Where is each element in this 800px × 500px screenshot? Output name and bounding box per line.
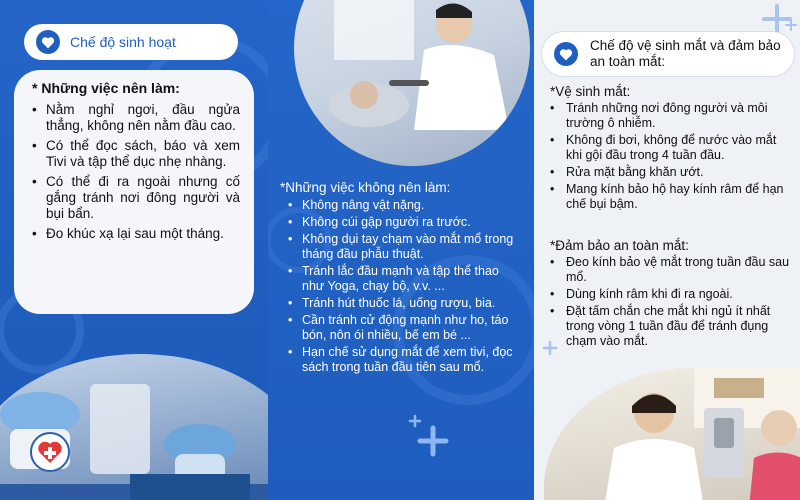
list-item: • Hạn chế sử dụng mắt để xem tivi, đọc sách trong tuần đầu tiên sau mổ. bbox=[288, 345, 524, 375]
list-item: • Có thể đọc sách, báo và xem Tivi và tập thể dục nhẹ nhàng. bbox=[32, 138, 240, 170]
list-item: • Tránh những nơi đông người và môi trường ô nhiễm. bbox=[550, 101, 794, 131]
list-item: • Dùng kính râm khi đi ra ngoài. bbox=[550, 287, 794, 302]
list-item: • Cần tránh cử động mạnh như ho, táo bón, nôn ói nhiều, bế em bé ... bbox=[288, 313, 524, 343]
plus-icon bbox=[542, 340, 558, 356]
eye-care-header-title: Chế độ vệ sinh mắt và đảm bảo an toàn mắt: bbox=[590, 38, 781, 69]
list-item: • Đặt tấm chắn che mắt khi ngủ ít nhất trong vòng 1 tuần đầu để tránh đụng chạm vào mắt. bbox=[550, 304, 794, 349]
panel-lifestyle bbox=[0, 0, 268, 500]
should-do-title: * Những việc nên làm: bbox=[32, 80, 180, 96]
list-item: • Đo khúc xạ lại sau một tháng. bbox=[32, 226, 240, 242]
should-do-card bbox=[14, 70, 254, 314]
list-item: • Có thể đi ra ngoài nhưng cố gắng tránh nơi đông người và bụi bẩn. bbox=[32, 174, 240, 222]
should-do-list bbox=[32, 102, 240, 242]
eye-safety-section bbox=[550, 238, 794, 351]
panel-eye-care bbox=[534, 0, 800, 500]
eye-hygiene-title: *Vệ sinh mắt: bbox=[550, 84, 631, 99]
list-item: • Nằm nghỉ ngơi, đầu ngửa thẳng, không nên nằm đầu cao. bbox=[32, 102, 240, 134]
eye-care-header bbox=[542, 32, 794, 76]
eye-safety-title: *Đảm bảo an toàn mắt: bbox=[550, 238, 689, 253]
surgery-photo bbox=[0, 354, 268, 500]
plus-icon bbox=[416, 424, 450, 458]
heart-icon bbox=[554, 42, 578, 66]
clinic-photo bbox=[544, 368, 800, 500]
list-item: • Mang kính bảo hộ hay kính râm để hạn chế bụi bậm. bbox=[550, 182, 794, 212]
eye-safety-list bbox=[550, 255, 794, 349]
dont-do-list bbox=[288, 198, 524, 377]
list-item: • Rửa mặt bằng khăn ướt. bbox=[550, 165, 794, 180]
hospital-logo bbox=[30, 432, 70, 472]
eye-hygiene-list bbox=[550, 101, 794, 212]
heart-icon bbox=[36, 30, 60, 54]
dont-do-title: *Những việc không nên làm: bbox=[280, 180, 451, 195]
eye-hygiene-section bbox=[550, 84, 794, 214]
lifestyle-header-title: Chế độ sinh hoạt bbox=[70, 34, 176, 50]
list-item: • Không dụi tay chạm vào mắt mổ trong tháng đầu phẫu thuật. bbox=[288, 232, 524, 262]
lifestyle-header bbox=[24, 24, 238, 60]
list-item: • Không nâng vật nặng. bbox=[288, 198, 524, 213]
list-item: • Tránh lắc đầu mạnh và tập thể thao như Yoga, chạy bộ, v.v. ... bbox=[288, 264, 524, 294]
plus-icon bbox=[784, 18, 798, 32]
list-item: • Đeo kính bảo vệ mắt trong tuần đầu sau mổ. bbox=[550, 255, 794, 285]
list-item: • Không đi bơi, không để nước vào mắt khi gội đầu trong 4 tuần đầu. bbox=[550, 133, 794, 163]
panel-dont-do bbox=[268, 0, 534, 500]
list-item: • Tránh hút thuốc lá, uống rượu, bia. bbox=[288, 296, 524, 311]
list-item: • Không cúi gập người ra trước. bbox=[288, 215, 524, 230]
plus-icon bbox=[408, 414, 422, 428]
